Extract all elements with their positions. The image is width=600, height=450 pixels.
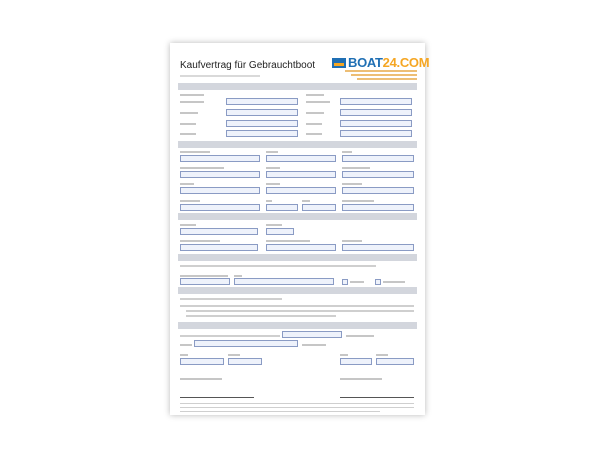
jurisdiction-field[interactable]: [282, 331, 342, 338]
seller-date-label: [228, 354, 240, 356]
object-field-13[interactable]: [342, 204, 414, 211]
warranty-item-2-line-3: [186, 315, 336, 317]
price-label-5: [342, 240, 362, 242]
seller-place-label: [180, 354, 188, 356]
object-field-4[interactable]: [180, 171, 260, 178]
object-label-3: [342, 151, 352, 153]
object-label-7: [180, 183, 194, 185]
warranty-item-1: [180, 298, 282, 300]
buyer-city-field[interactable]: [340, 120, 412, 127]
seller-name-label: [180, 101, 204, 103]
footnote-line-1: [180, 403, 414, 404]
handover-checkbox-2-label: [383, 281, 405, 283]
seller-heading: [180, 94, 204, 96]
price-field-1[interactable]: [180, 228, 258, 235]
object-field-6[interactable]: [342, 171, 414, 178]
object-field-11[interactable]: [266, 204, 298, 211]
seller-signature-line: [180, 397, 254, 398]
buyer-name-field[interactable]: [340, 98, 412, 105]
brand-logo: BOAT24.COM: [348, 55, 430, 70]
price-label-4: [266, 240, 310, 242]
boat-logo-icon: [332, 58, 346, 68]
jurisdiction-note: [346, 335, 374, 337]
section-1-header: [178, 83, 417, 90]
buyer-birthdate-label: [306, 133, 322, 135]
law-label: [180, 344, 192, 346]
handover-field-2[interactable]: [234, 278, 334, 285]
seller-signature-label: [180, 378, 222, 380]
handover-checkbox-2[interactable]: [375, 279, 381, 285]
footnote-line-3: [180, 411, 380, 412]
buyer-street-field[interactable]: [340, 109, 412, 116]
object-label-11: [266, 200, 272, 202]
seller-birthdate-label: [180, 133, 196, 135]
object-label-13: [342, 200, 374, 202]
section-4-header: [178, 254, 417, 261]
object-field-5[interactable]: [266, 171, 336, 178]
logo-tagline-line-3: [357, 78, 417, 80]
object-field-8[interactable]: [266, 187, 336, 194]
buyer-signature-label: [340, 378, 382, 380]
logo-tagline-line-2: [351, 74, 417, 76]
seller-city-label: [180, 123, 196, 125]
object-field-1[interactable]: [180, 155, 260, 162]
price-label-1: [180, 224, 196, 226]
price-field-4[interactable]: [266, 244, 336, 251]
object-field-10[interactable]: [180, 204, 260, 211]
object-label-2: [266, 151, 278, 153]
object-field-2[interactable]: [266, 155, 336, 162]
handover-field-1[interactable]: [180, 278, 230, 285]
handover-checkbox-1-label: [350, 281, 364, 283]
object-label-10: [180, 200, 200, 202]
object-label-5: [266, 167, 280, 169]
buyer-place-field[interactable]: [340, 358, 372, 365]
law-field[interactable]: [194, 340, 298, 347]
object-field-12[interactable]: [302, 204, 336, 211]
price-field-2[interactable]: [266, 228, 294, 235]
object-label-9: [342, 183, 362, 185]
subtitle-line: [180, 75, 260, 77]
jurisdiction-text: [180, 335, 280, 337]
section-6-header: [178, 322, 417, 329]
section-3-header: [178, 213, 417, 220]
object-field-7[interactable]: [180, 187, 260, 194]
object-field-9[interactable]: [342, 187, 414, 194]
logo-tagline-line-1: [345, 70, 417, 72]
price-label-3: [180, 240, 220, 242]
object-label-1: [180, 151, 210, 153]
handover-checkbox-1[interactable]: [342, 279, 348, 285]
warranty-item-2-line-1: [180, 305, 414, 307]
object-label-6: [342, 167, 370, 169]
seller-birthdate-field[interactable]: [226, 130, 298, 137]
seller-city-field[interactable]: [226, 120, 298, 127]
warranty-item-2-line-2: [186, 310, 414, 312]
price-label-2: [266, 224, 282, 226]
buyer-street-label: [306, 112, 324, 114]
handover-text: [180, 265, 376, 267]
seller-name-field[interactable]: [226, 98, 298, 105]
seller-place-field[interactable]: [180, 358, 224, 365]
buyer-date-label: [376, 354, 388, 356]
price-field-5[interactable]: [342, 244, 414, 251]
price-field-3[interactable]: [180, 244, 258, 251]
buyer-place-label: [340, 354, 348, 356]
object-label-12: [302, 200, 310, 202]
seller-street-field[interactable]: [226, 109, 298, 116]
law-note: [302, 344, 326, 346]
buyer-birthdate-field[interactable]: [340, 130, 412, 137]
object-label-4: [180, 167, 224, 169]
section-5-header: [178, 287, 417, 294]
document-title: Kaufvertrag für Gebrauchtboot: [180, 60, 316, 71]
object-label-8: [266, 183, 280, 185]
buyer-signature-line: [340, 397, 414, 398]
buyer-city-label: [306, 123, 322, 125]
object-field-3[interactable]: [342, 155, 414, 162]
section-2-header: [178, 141, 417, 148]
document-page: [170, 43, 430, 415]
seller-street-label: [180, 112, 198, 114]
handover-label-1: [180, 275, 228, 277]
footnote-line-2: [180, 407, 414, 408]
handover-label-2: [234, 275, 242, 277]
seller-date-field[interactable]: [228, 358, 262, 365]
buyer-date-field[interactable]: [376, 358, 414, 365]
buyer-name-label: [306, 101, 330, 103]
buyer-heading: [306, 94, 324, 96]
